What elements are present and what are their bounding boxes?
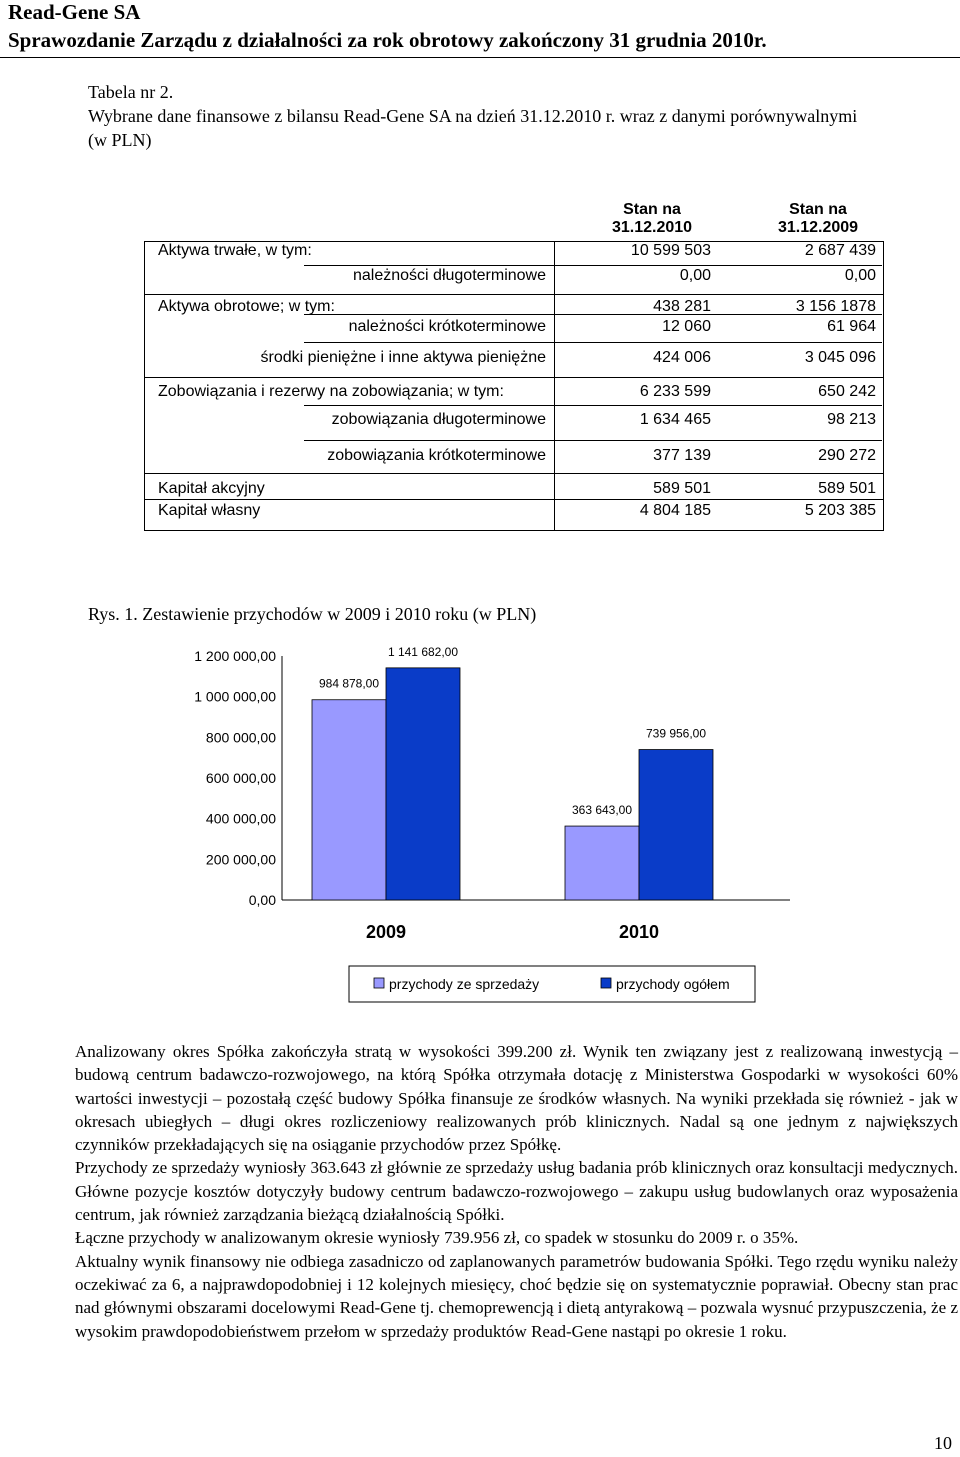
legend-swatch-total [601,978,611,988]
balance-table [144,197,884,531]
value-2010: 12 060 [662,318,711,335]
bar-value-label: 739 956,00 [645,726,707,741]
company-name: Read-Gene SA [8,0,141,24]
report-body [75,1040,958,1343]
value-2010: 377 139 [653,447,711,464]
row-label: zobowiązania krótkoterminowe [327,447,546,464]
value-2009: 0,00 [844,267,876,284]
bar-2009-total [386,668,460,900]
y-tick-label: 0,00 [248,892,276,908]
value-2010: 0,00 [679,267,711,284]
table-divider [144,499,884,500]
column-header-2010-line2: 31.12.2010 [611,219,693,236]
value-2010: 4 804 185 [639,502,711,519]
table-divider [554,241,555,531]
legend-label-sales: przychody ze sprzedaży [389,976,540,992]
revenue-bar-chart [170,632,790,1012]
row-label: środki pieniężne i inne aktywa pieniężne [260,349,546,366]
paragraph: Przychody ze sprzedaży wyniosły 363.643 zł głównie ze sprzedaży usług badania prób klinicznych oraz konsultacji medycznych. Główne pozycje kosztów dotyczyły budowy centrum badawczo-rozwojowego – zakupu usług budowlanych oraz wyposażenia centrum, jak również zarządzania bieżącą działalnością Spółki. [75,1158,958,1225]
legend-label-total: przychody ogółem [616,976,730,992]
row-label: Kapitał akcyjny [158,480,265,497]
table-divider [144,473,884,474]
paragraph: Łączne przychody w analizowanym okresie wyniosły 739.956 zł, co spadek w stosunku do 2009 r. o 35%. [75,1228,799,1248]
bar-value-label: 1 141 682,00 [387,644,459,659]
y-tick-label: 1 200 000,00 [194,648,276,664]
row-label: należności krótkoterminowe [348,318,546,335]
y-tick-label: 1 000 000,00 [194,688,276,705]
value-2010: 6 233 599 [639,383,711,400]
y-tick-label: 200 000,00 [205,851,276,868]
row-label: Aktywa obrotowe; w tym: [158,298,335,315]
table-divider [304,405,882,406]
bar-2010-total [639,750,713,900]
value-2010: 1 634 465 [639,411,711,428]
chart-caption: Rys. 1. Zestawienie przychodów w 2009 i 2010 roku (w PLN) [88,604,537,624]
value-2010: 438 281 [653,298,711,315]
table-divider [144,377,884,378]
bar-2010-sales [565,826,639,900]
row-label: Aktywa trwałe, w tym: [158,242,312,259]
value-2010: 424 006 [653,349,711,366]
value-2009: 98 213 [827,411,876,428]
table-divider [304,440,882,441]
bar-value-label: 363 643,00 [571,803,633,818]
header-rule [0,57,960,58]
row-label: należności długoterminowe [353,267,546,284]
value-2009: 650 242 [818,383,876,400]
value-2009: 290 272 [818,447,876,464]
row-label: zobowiązania długoterminowe [331,411,546,428]
table-caption-line2: (w PLN) [88,130,152,150]
value-2010: 10 599 503 [630,242,711,259]
x-category-label: 2010 [618,922,660,942]
table-caption-line1: Wybrane dane finansowe z bilansu Read-Gene SA na dzień 31.12.2010 r. wraz z danymi porównywalnymi [88,106,858,126]
value-2009: 5 203 385 [804,502,876,519]
column-header-2009 [754,201,882,237]
y-tick-label: 800 000,00 [205,729,276,746]
column-header-2010-line1: Stan na [623,201,681,218]
report-title: Sprawozdanie Zarządu z działalności za rok obrotowy zakończony 31 grudnia 2010r. [8,28,767,52]
value-2009: 3 045 096 [804,349,876,366]
bar-value-label: 984 878,00 [318,676,380,691]
value-2009: 61 964 [827,318,876,335]
row-label: Zobowiązania i rezerwy na zobowiązania; w tym: [158,383,504,400]
table-divider [304,265,882,266]
bar-2009-sales [312,700,386,900]
y-tick-label: 600 000,00 [205,770,276,786]
value-2009: 589 501 [818,480,876,497]
table-divider [144,294,884,295]
paragraph: Analizowany okres Spółka zakończyła stratą w wysokości 399.200 zł. Wynik ten związany jest z realizowaną inwestycją – budową centrum badawczo-rozwojowego, na którą Spółka otrzymała dotację z Ministerstwa Gospodarki w wysokości 60% wartości inwestycji – pozostałą część budowy Spółka finansuje ze środków własnych. Na wyniki przekłada się również - jak w okresach ubiegłych – długi okres rozliczeniowy realizowanych prób klinicznych. Nadal są one jednym z największych czynników przekładających się na osiąganie przychodów przez Spółkę. [75,1042,958,1155]
row-label: Kapitał własny [158,502,261,519]
column-header-2009-line1: Stan na [789,201,847,218]
y-tick-label: 400 000,00 [205,810,276,827]
value-2009: 3 156 1878 [795,298,876,315]
x-category-label: 2009 [365,922,407,942]
value-2009: 2 687 439 [804,242,876,259]
table-label: Tabela nr 2. [88,82,174,102]
column-header-2010 [588,201,716,237]
value-2010: 589 501 [653,480,711,497]
table-divider [304,342,882,343]
page-number: 10 [934,1433,952,1453]
legend-swatch-sales [374,978,384,988]
column-header-2009-line2: 31.12.2009 [777,219,859,236]
paragraph: Aktualny wynik finansowy nie odbiega zasadniczo od zaplanowanych parametrów budowania Spółki. Tego rzędu wyniku należy oczekiwać za 6, a najprawdopodobniej i 12 kolejnych miesięcy, choć będzie się on systematycznie poprawiał. Obecny stan prac nad głównymi obszarami docelowymi Read-Gene tj. chemoprewencją i dietą antyrakową – pozwala wysnuć przypuszczenia, że z wysokim prawdopodobieństwem przełom w sprzedaży produktów Read-Gene nastąpi po okresie 1 roku. [75,1251,958,1341]
